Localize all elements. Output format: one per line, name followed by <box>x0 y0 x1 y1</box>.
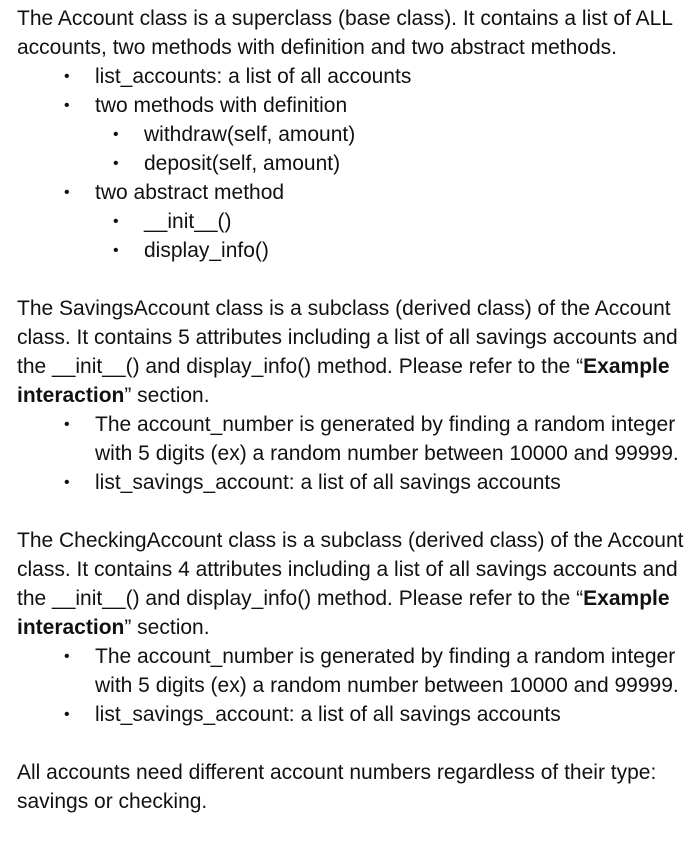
checking-intro <box>17 526 685 642</box>
bullet-icon: • <box>64 416 70 433</box>
bullet-icon: • <box>64 648 70 665</box>
savings-intro <box>17 294 685 410</box>
account-intro: The Account class is a superclass (base class). It contains a list of ALL accounts, two methods with definition and two abstract methods. <box>17 7 673 59</box>
spacer <box>17 497 685 526</box>
list-item-text: list_savings_account: a list of all savings accounts <box>95 703 561 726</box>
savings-intro-bold: Example interaction <box>17 355 670 407</box>
list-item <box>17 120 685 149</box>
method-list <box>17 120 685 178</box>
closing-note: All accounts need different account numbers regardless of their type: savings or checking. <box>17 761 657 813</box>
list-item-text: list_savings_account: a list of all savings accounts <box>95 471 561 494</box>
list-item <box>17 178 685 207</box>
account-list-continued <box>17 178 685 207</box>
list-item-text: __init__() <box>144 210 232 233</box>
list-item-text: two abstract method <box>95 181 285 204</box>
bullet-icon: • <box>64 474 70 491</box>
spacer <box>17 729 685 758</box>
list-item <box>17 149 685 178</box>
abstract-method-list <box>17 207 685 265</box>
savings-intro-text: The SavingsAccount class is a subclass (derived class) of the Account class. It contains 5 attributes including a list of all savings accounts and the __init__() and display_info() method. Please refer to the “ <box>17 297 678 378</box>
checking-intro-bold: Example interaction <box>17 587 670 639</box>
checking-intro-end: ” section. <box>124 616 210 639</box>
account-list <box>17 62 685 120</box>
list-item-text: The account_number is generated by finding a random integer with 5 digits (ex) a random number between 10000 and 99999. <box>95 645 679 697</box>
list-item <box>17 410 685 468</box>
list-item <box>17 91 685 120</box>
list-item <box>17 236 685 265</box>
list-item-text: withdraw(self, amount) <box>144 123 356 146</box>
list-item <box>17 642 685 700</box>
bullet-icon: • <box>64 706 70 723</box>
bullet-icon: • <box>113 213 119 230</box>
list-item-text: display_info() <box>144 239 269 262</box>
checking-list <box>17 642 685 729</box>
spacer <box>17 265 685 294</box>
list-item-text: list_accounts: a list of all accounts <box>95 65 412 88</box>
bullet-icon: • <box>113 155 119 172</box>
bullet-icon: • <box>113 126 119 143</box>
checking-intro-text: The CheckingAccount class is a subclass (derived class) of the Account class. It contains 4 attributes including a list of all savings accounts and the __init__() and display_info() method. Please refer to the “ <box>17 529 684 610</box>
bullet-icon: • <box>64 184 70 201</box>
list-item <box>17 700 685 729</box>
document <box>17 4 685 816</box>
list-item <box>17 62 685 91</box>
bullet-icon: • <box>64 68 70 85</box>
list-item-text: deposit(self, amount) <box>144 152 341 175</box>
list-item-text: two methods with definition <box>95 94 348 117</box>
list-item <box>17 207 685 236</box>
bullet-icon: • <box>113 242 119 259</box>
bullet-icon: • <box>64 97 70 114</box>
list-item <box>17 468 685 497</box>
savings-intro-end: ” section. <box>124 384 210 407</box>
list-item-text: The account_number is generated by finding a random integer with 5 digits (ex) a random number between 10000 and 99999. <box>95 413 679 465</box>
savings-list <box>17 410 685 497</box>
